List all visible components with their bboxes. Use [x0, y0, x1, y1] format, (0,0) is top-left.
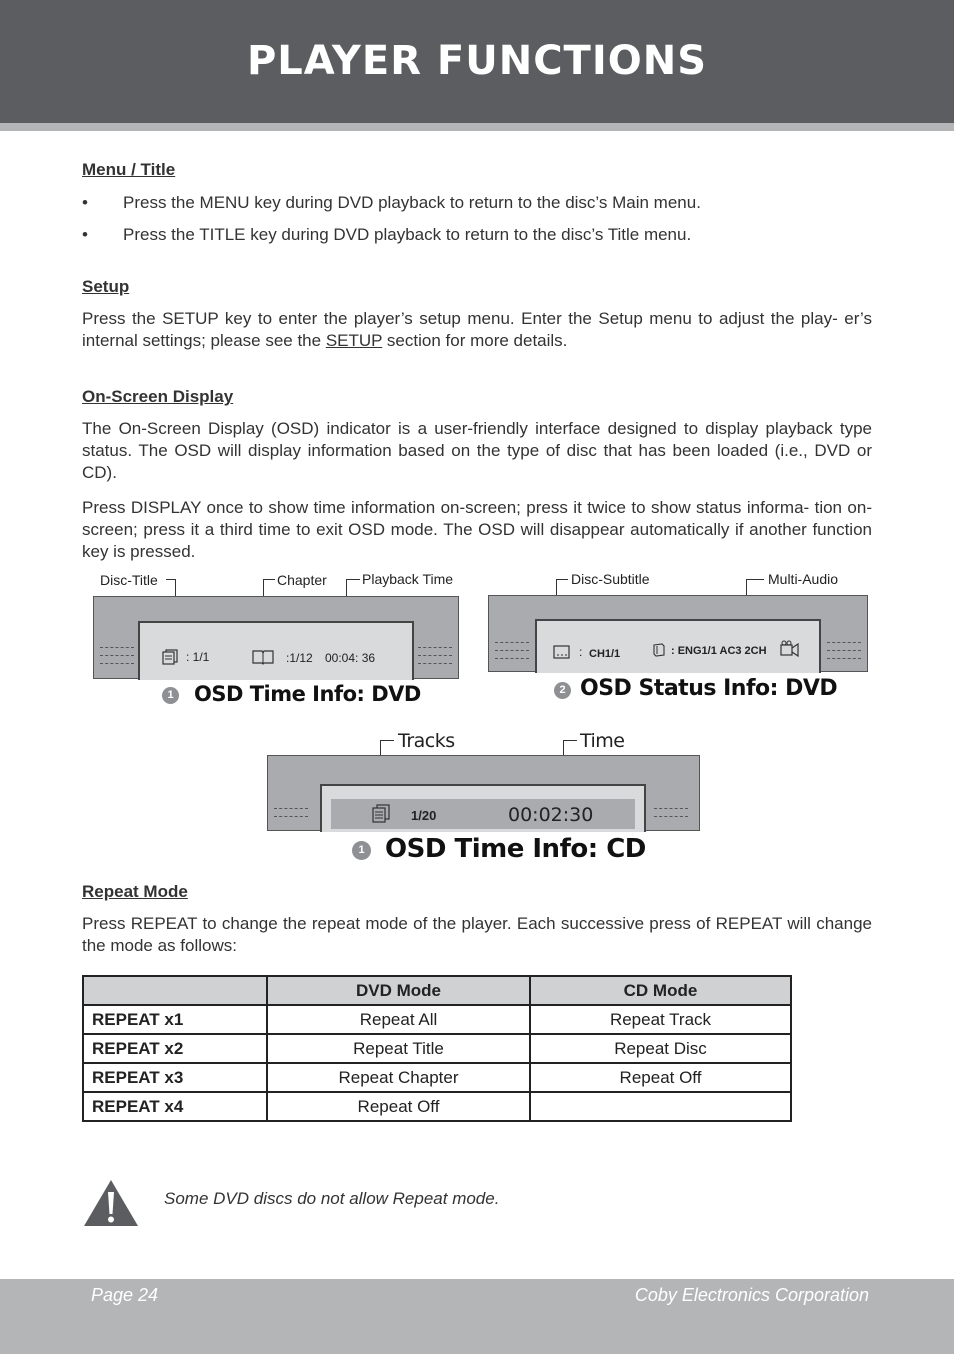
header-divider: [0, 123, 954, 131]
camera-angle-icon: [779, 640, 801, 658]
setup-paragraph: [82, 308, 872, 352]
caption-osd-status-dvd: OSD Status Info: DVD: [580, 676, 838, 701]
leader-line: [746, 579, 764, 580]
warning-icon: [82, 1178, 140, 1228]
speaker-grill: [100, 647, 134, 671]
table-row: [83, 1005, 791, 1034]
speaker-grill: [495, 642, 529, 666]
leader-line: [563, 740, 577, 741]
osd-panel: [535, 619, 821, 673]
leader-line: [380, 740, 394, 741]
table-row: [83, 1034, 791, 1063]
table-cell: Repeat Off: [530, 1063, 791, 1092]
osd-screen: [488, 595, 868, 672]
speaker-grill: [418, 647, 452, 671]
label-chapter: Chapter: [277, 572, 327, 588]
subtitle-colon: :: [579, 645, 583, 659]
table-cell: Repeat Disc: [530, 1034, 791, 1063]
osd-paragraph-2: Press DISPLAY once to show time information on-screen; press it twice to show status informa- tion on-screen; press it a third time to exit OSD mode. The OSD will disappear automatically if another function key is pressed.: [82, 498, 872, 561]
label-disc-title: Disc-Title: [100, 572, 158, 588]
bullet-dot: •: [82, 225, 88, 244]
table-cell: Repeat Track: [530, 1005, 791, 1034]
chapter-value: :1/12: [286, 651, 313, 665]
title-value: : 1/1: [186, 650, 210, 664]
time-value: 00:04: 36: [325, 651, 376, 665]
warning-note: Some DVD discs do not allow Repeat mode.: [164, 1189, 500, 1208]
audio-icon: [651, 642, 667, 658]
repeat-paragraph: Press REPEAT to change the repeat mode of the player. Each successive press of REPEAT will change the mode as follows:: [82, 914, 872, 955]
label-playback-time: Playback Time: [362, 571, 454, 587]
title-icon: [162, 649, 180, 665]
table-cell: Repeat Off: [267, 1092, 530, 1121]
osd-panel: [138, 621, 414, 680]
table-cell: REPEAT x3: [83, 1063, 267, 1092]
company-name: Coby Electronics Corporation: [634, 1285, 869, 1305]
osd-screen: [93, 596, 459, 679]
table-cell: Repeat All: [267, 1005, 530, 1034]
table-header-cell: DVD Mode: [267, 976, 530, 1005]
caption-osd-time-dvd: OSD Time Info: DVD: [194, 682, 421, 706]
table-header-cell: CD Mode: [530, 976, 791, 1005]
table-cell: REPEAT x1: [83, 1005, 267, 1034]
table-cell: REPEAT x2: [83, 1034, 267, 1063]
subtitle-icon: [553, 645, 571, 659]
table-cell: [530, 1092, 791, 1121]
table-row: [83, 1063, 791, 1092]
leader-line: [263, 579, 275, 580]
bullet-text: Press the TITLE key during DVD playback to return to the disc’s Title menu.: [123, 225, 692, 244]
table-header-cell: [83, 976, 267, 1005]
table-cell: Repeat Chapter: [267, 1063, 530, 1092]
speaker-grill: [274, 808, 308, 824]
repeat-mode-table: [82, 975, 792, 1122]
osd-screen: [267, 755, 700, 831]
speaker-grill: [827, 642, 861, 666]
label-disc-subtitle: Disc-Subtitle: [571, 571, 650, 587]
cd-time-value: 00:02:30: [508, 804, 594, 826]
setup-link[interactable]: SETUP: [325, 331, 383, 350]
table-cell: REPEAT x4: [83, 1092, 267, 1121]
leader-line: [346, 579, 360, 580]
bullet-text: Press the MENU key during DVD playback to return to the disc’s Main menu.: [123, 193, 701, 212]
caption-osd-time-cd: OSD Time Info: CD: [385, 834, 646, 864]
table-header-row: [83, 976, 791, 1005]
table-row: [83, 1092, 791, 1121]
setup-text: Press the SETUP key to enter the player’s setup menu. Enter the Setup menu to adjust the play- er’s internal settings; please see the: [82, 309, 872, 350]
osd-panel: [320, 784, 646, 832]
caption-number-badge: 2: [554, 682, 571, 699]
speaker-grill: [654, 808, 688, 824]
tracks-icon: [371, 804, 391, 824]
bullet-dot: •: [82, 193, 88, 212]
section-heading-osd: On-Screen Display: [82, 387, 234, 406]
label-time: Time: [580, 730, 625, 752]
label-multi-audio: Multi-Audio: [768, 571, 839, 587]
chapter-book-icon: [252, 649, 274, 665]
section-heading-menu-title: Menu / Title: [82, 160, 176, 179]
osd-paragraph-1: The On-Screen Display (OSD) indicator is a user-friendly interface designed to display playback type status. The OSD will display information based on the type of disc that has been loaded (i.e., DVD or CD).: [82, 419, 872, 482]
leader-line: [556, 579, 568, 580]
section-heading-repeat: Repeat Mode: [82, 882, 188, 901]
track-value: 1/20: [411, 808, 437, 823]
subtitle-value: CH1/1: [589, 648, 621, 660]
section-heading-setup: Setup: [82, 277, 130, 296]
caption-number-badge: 1: [162, 687, 179, 704]
page-number: Page 24: [91, 1285, 159, 1305]
label-tracks: Tracks: [398, 730, 455, 752]
page-title: PLAYER FUNCTIONS: [246, 38, 708, 84]
setup-text-end: section for more details.: [382, 331, 568, 350]
caption-number-badge: 1: [352, 841, 371, 860]
table-cell: Repeat Title: [267, 1034, 530, 1063]
audio-value: : ENG1/1 AC3 2CH: [671, 645, 767, 657]
